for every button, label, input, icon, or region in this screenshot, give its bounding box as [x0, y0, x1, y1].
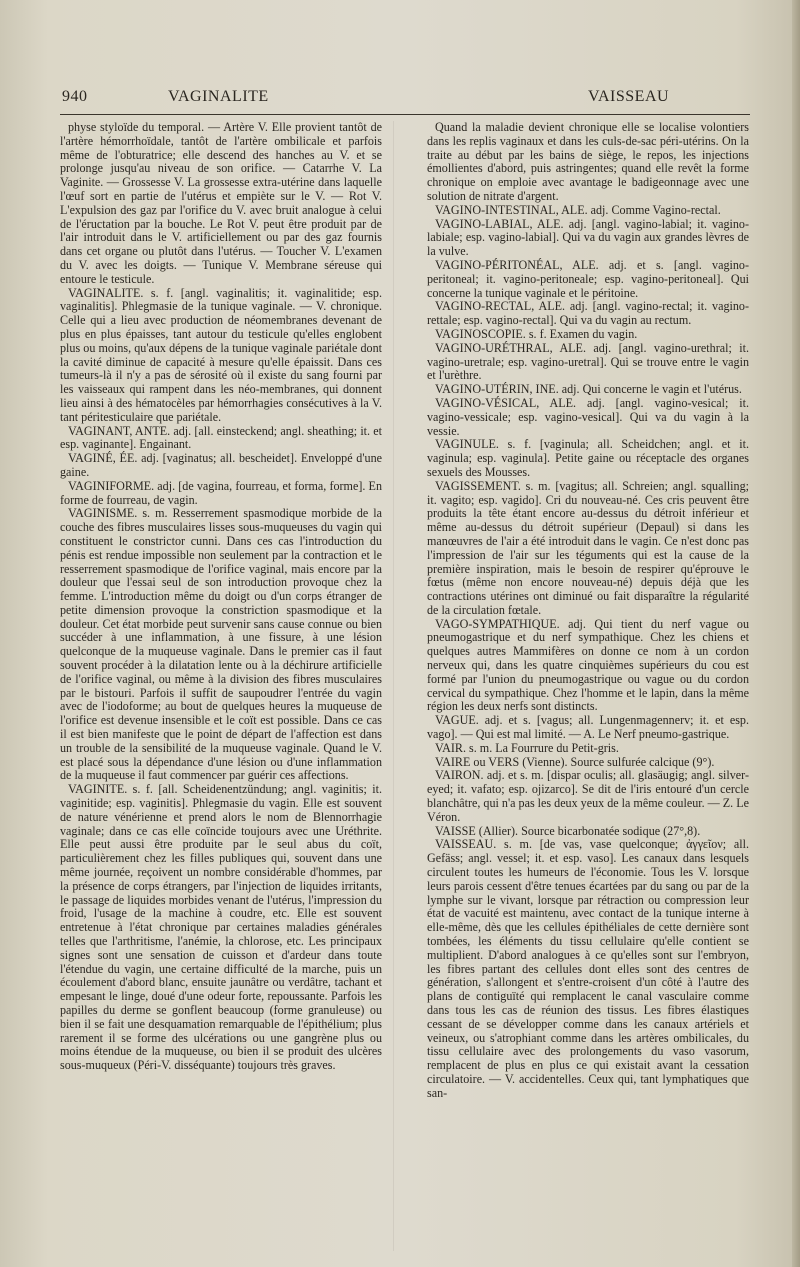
right-running-head: VAISSEAU — [588, 88, 670, 105]
header-rule — [60, 114, 750, 115]
left-column — [60, 121, 382, 1073]
entry-vagino-vesical: VAGINO-VÉSICAL, ALE. adj. [angl. vagino-vesical; it. vagino-vessicale; esp. vagino-vesical]. Qui va du vagin à la vessie. — [427, 395, 749, 438]
page-edge — [792, 0, 800, 1267]
entry-vague: VAGUE. adj. et s. [vagus; all. Lungenmagennerv; it. et esp. vago]. — Qui est mal limité. — A. Le Nerf pneumo-gastrique. — [427, 713, 749, 742]
entry-vaire: VAIRE ou VERS (Vienne). Source sulfurée calcique (9°). — [435, 754, 715, 769]
entry-vagino-peritoneal: VAGINO-PÉRITONÉAL, ALE. adj. et s. [angl. vagino-peritoneal; it. vagino-peritoneale; esp. vagino-peritoneal]. Qui concerne la tunique vaginale et le péritoine. — [427, 257, 749, 300]
entry-vagine: VAGINÉ, ÉE. adj. [vaginatus; all. bescheidet]. Enveloppé d'une gaine. — [60, 451, 382, 479]
entry-vagino-labial: VAGINO-LABIAL, ALE. adj. [angl. vagino-labial; it. vagino-labiale; esp. vagino-labial]. Qui va du vagin aux grandes lèvres de la vulve. — [427, 216, 749, 259]
entry-vaginule: VAGINULE. s. f. [vaginula; all. Scheidchen; angl. et it. vaginula; esp. vaginula]. Petite gaine ou réceptacle des organes sexuels des Mousses. — [427, 437, 749, 479]
entry-paragraph: Quand la maladie devient chronique elle se localise volontiers dans les replis vaginaux et dans les culs-de-sac péri-utérins. On la traite au début par les bains de siège, le repos, les injections émollientes d'abord, puis astringentes; quand elle revêt la forme chronique on emploie avec avantage le badigeonnage avec une solution de nitrate d'argent. — [427, 120, 749, 203]
entry-vagino-uterin: VAGINO-UTÉRIN, INE. adj. Qui concerne le vagin et l'utérus. — [435, 382, 742, 397]
column-gutter — [393, 121, 394, 1251]
entry-vaginisme: VAGINISME. s. m. Resserrement spasmodique morbide de la couche des fibres musculaires lisses sous-muqueuses du vagin qui constituent le constrictor cunni. Dans ces cas l'introduction du pénis est rendue impossible non seulement par la contraction et le resserrement spasmodique de l'orifice vaginal, mais encore par la douleur que l'essai seul de son introduction provoque chez la femme. L'introduction même du doigt ou d'un corps étranger de petite dimension provoque la constriction spasmodique et la douleur. Cet état morbide peut survenir sans cause connue ou bien succéder à une inflammation, à une fissure, à une lésion quelconque de la muqueuse vaginale. Dans le premier cas il faut souvent procéder à la dilatation lente ou à la déchirure artificielle de l'orifice vaginal, ou même à la division des fibres musculaires par le bistouri. Parfois il suffit de saupoudrer l'entrée du vagin avec de l'iodoforme; au bout de quelques heures la muqueuse de l'orifice est devenue insensible et le coït est possible. Dans ce cas il est bien manifeste que le point de départ de l'affection est dans un trouble de la sensibilité de la muqueuse vaginale. Quand le V. est placé sous la dépendance d'une lésion ou d'une inflammation de la muqueuse il faut commencer par guérir ces affections. — [60, 506, 382, 783]
page-number: 940 — [62, 88, 88, 105]
entry-vagino-urethral: VAGINO-URÉTHRAL, ALE. adj. [angl. vagino-urethral; it. vagino-uretrale; esp. vagino-uretral]. Qui se trouve entre le vagin et l'urèthre. — [427, 340, 749, 383]
entry-vago-sympathique: VAGO-SYMPATHIQUE. adj. Qui tient du nerf vague ou pneumogastrique et du nerf sympathique. Chez les chiens et quelques autres Mammifères on donne ce nom à un cordon nerveux qui, dans les quatre cinquièmes supérieurs du cou est formé par l'union du pneumogastrique ou vague ou du cordon cervical du sympathique. Chez l'homme et le lapin, dans la même région les deux nerfs sont distincts. — [427, 616, 749, 714]
entry-vagino-rectal: VAGINO-RECTAL, ALE. adj. [angl. vagino-rectal; it. vagino-rettale; esp. vagino-rectal]. Qui va du vagin au rectum. — [427, 299, 749, 328]
entry-vaginalite: VAGINALITE. s. f. [angl. vaginalitis; it. vaginalitide; esp. vaginalitis]. Phlegmasie de la tunique vaginale. — V. chronique. Celle qui a lieu avec production de néomembranes devenant de plus en plus épaisses, tant autour du testicule qu'elles englobent plus ou moins, qu'aux dépens de la tunique vaginale pariétale dont la cavité diminue de capacité à mesure qu'elle épaissit. Dans ces tumeurs-là il n'y a pas de sérosité où il existe du sang fourni par les vaisseaux qui rampent dans les néo-membranes, qui donnent lieu ainsi à des hématocèles par hémorrhagies consécutives à la V. tant péritesticulaire que pariétale. — [60, 285, 382, 424]
entry-vair: VAIR. s. m. La Fourrure du Petit-gris. — [435, 740, 619, 755]
right-column — [427, 121, 749, 1101]
entry-vagino-intestinal: VAGINO-INTESTINAL, ALE. adj. Comme Vagino-rectal. — [435, 202, 721, 217]
entry-vaginoscopie: VAGINOSCOPIE. s. f. Examen du vagin. — [435, 326, 638, 341]
entry-vairon: VAIRON. adj. et s. m. [dispar oculis; all. glasäugig; angl. silver-eyed; it. vafato; esp. ojizarco]. Se dit de l'iris entouré d'un cercle blanchâtre, qui n'a pas les deux yeux de la même couleur. — Z. Le Véron. — [427, 768, 749, 824]
entry-vaginant: VAGINANT, ANTE. adj. [all. einsteckend; angl. sheathing; it. et esp. vaginante]. Engainant. — [60, 423, 382, 452]
running-header — [60, 88, 750, 112]
entry-vaisse: VAISSE (Allier). Source bicarbonatée sodique (27°,8). — [435, 823, 701, 838]
entry-vagissement: VAGISSEMENT. s. m. [vagitus; all. Schreien; angl. squalling; it. vagito; esp. vagido]. Cri du nouveau-né. Ces cris peuvent être produits la tête étant encore au-dessus du détroit inférieur et même au-dessus du détroit supérieur (Depaul) si dans les manœuvres de l'air a été introduit dans le vagin. Ce n'est donc pas l'impression de l'air sur les téguments qui est la cause de la première inspiration, mais le besoin de respirer qu'éprouve le fœtus (même non encore nouveau-né) depuis déjà que les contractions utérines ont diminué ou fait disparaître la régularité de la circulation fœtale. — [427, 478, 749, 617]
entry-paragraph: physe styloïde du temporal. — Artère V. Elle provient tantôt de l'artère hémorrhoïdale, tantôt de l'artère ombilicale et parfois même de l'obturatrice; elle descend des hanches au V. et se prolonge jusqu'au niveau de son orifice. — Catarrhe V. La Vaginite. — Grossesse V. La grossesse extra-utérine dans laquelle l'œuf sort en partie de l'utérus et empiète sur le V. — Rot V. L'expulsion des gaz par l'orifice du V. avec bruit analogue à celui de l'éructation par la bouche. Le Rot V. peut être produit par de l'air introduit dans le V. artificiellement ou par des gaz fournis dans cet organe ou plutôt dans l'utérus. — Toucher V. L'examen du V. avec les doigts. — Tunique V. Membrane séreuse qui entoure le testicule. — [60, 120, 382, 286]
entry-vaginiforme: VAGINIFORME. adj. [de vagina, fourreau, et forma, forme]. En forme de fourreau, de vagin. — [60, 478, 382, 507]
left-running-head: VAGINALITE — [168, 88, 269, 105]
entry-vaisseau: VAISSEAU. s. m. [de vas, vase quelconque; ἀγγεῖον; all. Gefäss; angl. vessel; it. et esp. vaso]. Les canaux dans lesquels circulent toutes les humeurs de l'économie. Tous les V. lorsque leurs parois cessent d'être tenues écartées par du sang ou par de la lymphe sur le vivant, lorsque par rétraction ou compression leur état de vacuité est maintenu, avec contact de la tunique interne à elle-même, dès que les cellules épithéliales de cette dernière sont tombées, les éléments du tissu cellulaire qu'elle contient se multiplient. D'abord analogues à ce qu'elles sont sur l'embryon, les fibres partant des cellules dont elles sont des centres de génération, s'allongent et s'entre-croisent d'un côté à l'autre des plans de contiguïté qui remplacent le canal vasculaire comme dans tous les cas de réunion des tissus. Les fibres élastiques cessant de se développer comme dans les canaux artériels et veineux, ou s'atrophiant comme dans les artères ombilicales, du tissu cellulaire avec des prolongements du vaso vasorum, remplacent de plus en plus ce qui existait avant la cessation circulatoire. — V. accidentelles. Ceux qui, tant lymphatiques que san- — [427, 837, 749, 1100]
entry-vaginite: VAGINITE. s. f. [all. Scheidenentzündung; angl. vaginitis; it. vaginitide; esp. vaginitis]. Phlegmasie du vagin. Elle est souvent de nature vénérienne et prend alors le nom de Blennorrhagie vaginale; dans ce cas elle coïncide toujours avec une Uréthrite. Elle peut aussi être produite par le seul abus du coït, particulièrement chez les filles publiques qui, souvent dans une même journée, reçoivent un nombre considérable d'hommes, par la présence de corps étrangers, par l'injection de liquides irritants, le passage de liquides morbides venant de l'utérus, l'impression du froid, l'usage de la machine à coudre, etc. Elle est souvent entretenue à l'état chronique par certaines maladies générales telles que l'arthritisme, l'anémie, la chlorose, etc. Les principaux signes sont une sensation de cuisson et d'ardeur dans toute l'étendue du vagin, une certaine difficulté de la marche, puis un écoulement d'abord blanc, ensuite jaunâtre ou verdâtre, tachant et empesant le linge, doué d'une odeur forte, repoussante. Parfois les papilles du derme se gonflent beaucoup (forme granuleuse) ou bien il se fait une desquamation remarquable de l'épithélium; plus rarement il se forme des ulcérations ou une gangrène plus ou moins étendue de la muqueuse, ou bien il se produit des ulcères sous-muqueux (Péri-V. disséquante) toujours très graves. — [60, 782, 382, 1073]
